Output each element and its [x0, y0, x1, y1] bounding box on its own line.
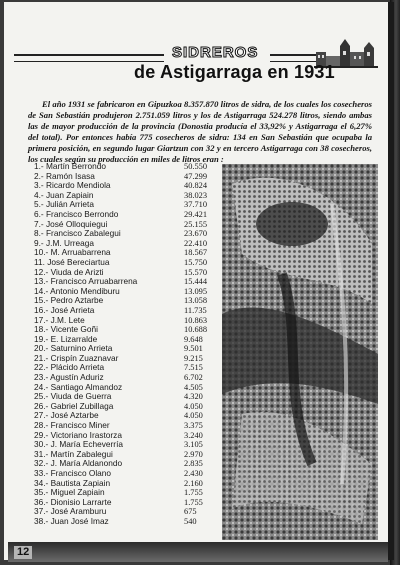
producer-list	[34, 162, 214, 527]
producer-name: 19.- E. Lizarralde	[34, 333, 98, 344]
producer-liters: 11.735	[184, 305, 207, 315]
producer-liters: 13.095	[184, 286, 208, 296]
intro-paragraph: El año 1931 se fabricaron en Gipuzkoa 8.357.870 litros de sidra, de los cuales los cosecheros de San Sebastián produjeron 2.751.059 litros y los de Astigarraga 524.278 litros, siendo ambas las de mayor producción de la provincia (Donostia producía el 33,92% y Astigarraga el 6,27% del total). Por entonces había 775 cosecheros de sidra: 134 en San Sebastián que ocupaba la primera posición, en segundo lugar Giartzun con 32 y en tercero Astigarraga con 38 cosecheros, los cuales según su producción en miles de litros eran :	[28, 98, 372, 164]
producer-name: 33.- Francisco Olano	[34, 468, 112, 478]
producer-liters: 13.058	[184, 296, 208, 306]
producer-name: 6.- Francisco Berrondo	[34, 208, 119, 219]
producer-name: 4.- Juan Zapiain	[34, 189, 94, 200]
producer-liters: 4.505	[184, 382, 203, 392]
producer-name: 28.- Francisco Miner	[34, 420, 110, 431]
producer-liters: 3.240	[184, 430, 203, 440]
producer-liters: 675	[184, 507, 197, 517]
header-rule-left	[14, 54, 164, 62]
producer-liters: 37.710	[184, 200, 208, 210]
producer-liters: 40.824	[184, 181, 208, 191]
magazine-page	[4, 2, 394, 560]
producer-liters: 23.670	[184, 229, 208, 239]
producer-name: 25.- Viuda de Guerra	[34, 391, 112, 402]
producer-liters: 2.430	[184, 469, 203, 478]
producer-name: 10.- M. Arruabarrena	[34, 247, 111, 258]
producer-liters: 7.515	[184, 363, 203, 373]
producer-liters: 9.648	[184, 334, 203, 344]
producer-name: 12.- Viuda de Arizti	[34, 266, 104, 277]
producer-name: 37.- José Aramburu	[34, 506, 107, 517]
producer-name: 29.- Victoriano Irastorza	[34, 429, 122, 440]
producer-liters: 18.567	[184, 248, 208, 258]
producer-name: 22.- Plácido Arrieta	[34, 362, 105, 373]
producer-liters: 10.863	[184, 315, 208, 325]
producer-liters: 15.750	[184, 257, 208, 267]
footer-bar	[8, 542, 388, 562]
producer-name: 7.- José Olloquiegui	[34, 218, 108, 229]
producer-liters: 6.702	[184, 373, 203, 383]
producer-liters: 2.835	[184, 459, 203, 469]
page-number: 12	[14, 546, 32, 559]
producer-liters: 4.050	[184, 401, 203, 411]
producer-name: 32.- J. María Aldanondo	[34, 458, 123, 469]
producer-liters: 540	[184, 516, 197, 526]
producer-row	[34, 517, 214, 527]
producer-name: 5.- Julián Arrieta	[34, 199, 94, 210]
producer-name: 36.- Dionisio Larrarte	[34, 496, 112, 507]
producer-name: 9.- J.M. Urreaga	[34, 237, 94, 248]
producer-name: 23.- Agustín Aduriz	[34, 372, 104, 383]
producer-name: 20.- Saturnino Arrieta	[34, 343, 113, 354]
producer-name: 8.- Francisco Zabalegui	[34, 228, 121, 239]
producer-liters: 3.105	[184, 440, 203, 450]
producer-name: 16.- José Arrieta	[34, 304, 95, 315]
article-kicker: SIDREROS	[172, 44, 259, 61]
producer-liters: 1.755	[184, 488, 203, 498]
producer-name: 26.- Gabriel Zubillaga	[34, 400, 114, 411]
producer-name: 3.- Ricardo Mendiola	[34, 180, 111, 191]
producer-name: 15.- Pedro Aztarbe	[34, 295, 104, 306]
producer-liters: 3.375	[184, 421, 203, 431]
producer-liters: 2.970	[184, 449, 203, 459]
producer-liters: 10.688	[184, 325, 208, 335]
producer-name: 24.- Santiago Almandoz	[34, 381, 123, 392]
producer-name: 18.- Vicente Goñi	[34, 324, 98, 335]
producer-name: 27.- José Aztarbe	[34, 410, 99, 421]
producer-name: 38.- Juan José Imaz	[34, 515, 109, 526]
producer-name: 13.- Francisco Arruabarrena	[34, 276, 138, 287]
producer-liters: 15.444	[184, 277, 208, 287]
producer-name: 11. José Bereciartua	[34, 256, 110, 267]
producer-liters: 22.410	[184, 238, 208, 248]
producer-name: 2.- Ramón Isasa	[34, 170, 95, 181]
cider-photo	[222, 164, 378, 540]
article-title: de Astigarraga en 1931	[134, 62, 335, 82]
producer-liters: 50.550	[184, 162, 208, 171]
producer-name: 17.- J.M. Lete	[34, 314, 85, 325]
producer-liters: 9.501	[184, 344, 203, 354]
producer-liters: 47.299	[184, 171, 208, 181]
producer-name: 34.- Bautista Zapiain	[34, 477, 111, 488]
producer-liters: 2.160	[184, 478, 203, 488]
producer-name: 14.- Antonio Mendiburu	[34, 285, 120, 296]
producer-liters: 25.155	[184, 219, 208, 229]
producer-name: 21.- Crispín Zuaznavar	[34, 352, 119, 363]
producer-liters: 15.570	[184, 267, 208, 277]
producer-liters: 4.050	[184, 411, 203, 421]
producer-liters: 4.320	[184, 392, 203, 402]
article-header	[14, 36, 384, 96]
cider-photo-image	[222, 164, 378, 540]
producer-name: 35.- Miguel Zapiain	[34, 487, 105, 498]
producer-liters: 1.755	[184, 497, 203, 507]
producer-liters: 9.215	[184, 353, 203, 363]
producer-liters: 38.023	[184, 190, 208, 200]
producer-name: 31.- Martín Zabalegui	[34, 448, 113, 459]
producer-name: 30.- J. María Echeverría	[34, 439, 123, 450]
producer-name: 1.- Martín Berrondo	[34, 161, 106, 171]
producer-liters: 29.421	[184, 209, 208, 219]
